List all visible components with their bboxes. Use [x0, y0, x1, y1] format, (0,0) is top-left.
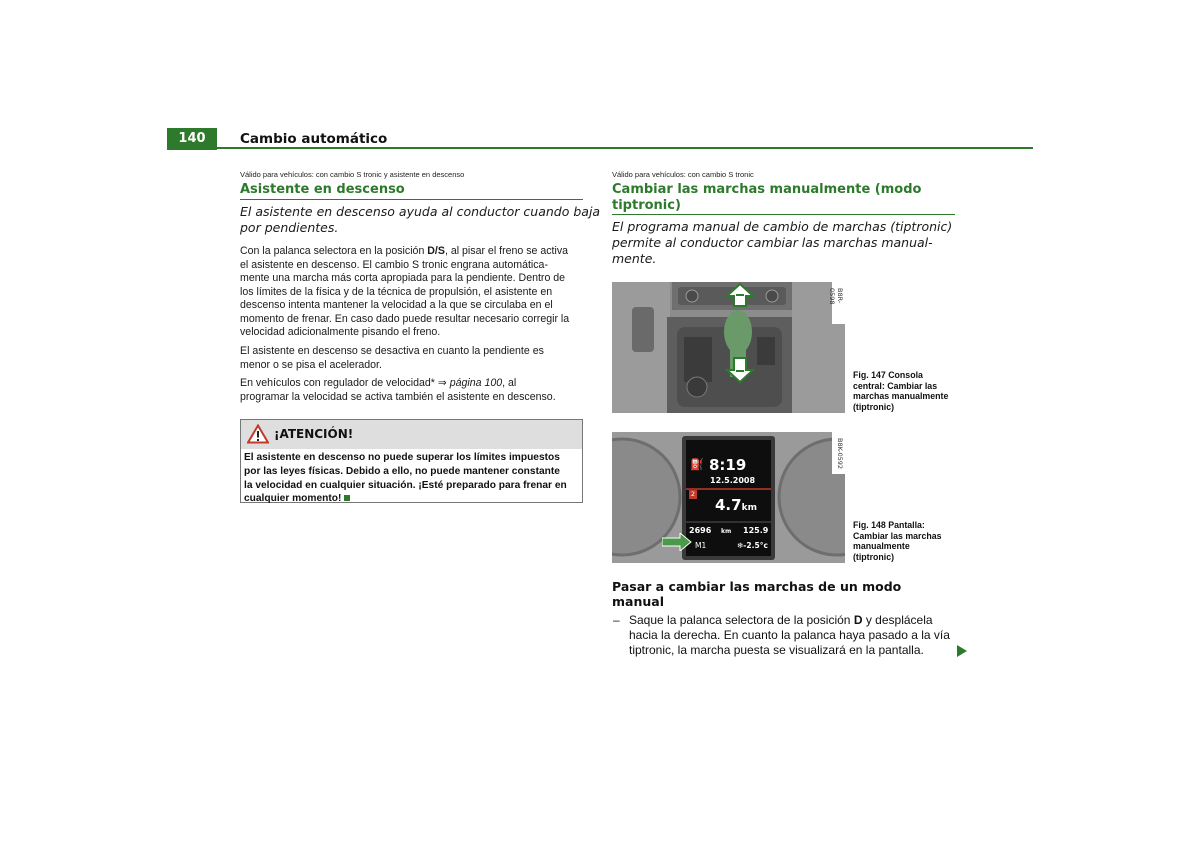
p1-line: los límites de la física y de la técnica de propulsión, el asistente en	[240, 285, 553, 298]
p1-line: velocidad adicionalmente pisando el freno.	[240, 326, 441, 338]
left-valid-for: Válido para vehículos: con cambio S tronic y asistente en descenso	[240, 170, 465, 179]
p1-line: el asistente en descenso. El cambio S tronic engrana automática-	[240, 258, 548, 271]
fig148-code: B8K-0592	[836, 438, 844, 470]
p1-line: descenso intenta mantener la velocidad a la que se circulaba en el	[240, 299, 553, 311]
left-intro-line-2: por pendientes.	[240, 220, 339, 235]
caption-line: central: Cambiar las	[853, 380, 938, 391]
right-section-title-line-2: tiptronic)	[612, 198, 681, 213]
header-rule	[167, 147, 1033, 149]
step-line: tiptronic, la marcha puesta se visualizará en la pantalla.	[629, 643, 924, 657]
page-reference-link[interactable]: página 100	[449, 377, 503, 389]
p1-line: momento de frenar. En caso dado puede resultar necesario corregir la	[240, 312, 570, 325]
warning-header	[241, 420, 582, 449]
warning-line: la velocidad en cualquier situación. ¡Esté preparado para frenar en	[244, 479, 567, 491]
green-arrow-icon	[662, 533, 692, 551]
caption-line: manualmente	[853, 541, 910, 552]
left-paragraph-2	[240, 345, 585, 372]
left-intro-line-1: El asistente en descenso ayuda al conductor cuando baja	[240, 204, 601, 219]
caption-line: Fig. 147 Consola	[853, 370, 923, 380]
page-number: 140	[167, 128, 217, 150]
left-paragraph-3	[240, 377, 585, 404]
right-section-title-line-1: Cambiar las marchas manualmente (modo	[612, 182, 922, 197]
step-text	[629, 613, 959, 658]
caption-line: Fig. 148 Pantalla:	[853, 520, 925, 530]
p2-line: El asistente en descenso se desactiva en cuanto la pendiente es	[240, 345, 544, 357]
display-odometer-unit: km	[721, 528, 732, 535]
fuel-pump-icon: ⛽	[690, 458, 704, 471]
caption-line: (tiptronic)	[853, 551, 895, 562]
step-line: Saque la palanca selectora de la posición D y desplácela	[629, 613, 933, 627]
warning-triangle-icon	[247, 424, 269, 444]
continue-arrow-icon	[957, 645, 967, 657]
caption-line: marchas manualmente	[853, 391, 949, 402]
end-marker-icon	[344, 495, 350, 501]
warning-line: El asistente en descenso no puede superar los límites impuestos	[244, 452, 560, 463]
warning-box	[240, 419, 583, 503]
warning-line: por las leyes físicas. Debido a ello, no puede mantener constante	[244, 465, 560, 477]
display-badge: 2	[690, 490, 696, 498]
caption-line: (tiptronic)	[853, 401, 895, 412]
p3-line: En vehículos con regulador de velocidad* ⇒ página 100, al	[240, 377, 517, 389]
figure-148-display-image	[612, 432, 845, 563]
console-illustration	[612, 282, 845, 413]
right-section-rule	[612, 214, 955, 215]
p3-line: programar la velocidad se activa también el asistente en descenso.	[240, 390, 556, 403]
left-section-title: Asistente en descenso	[240, 182, 405, 197]
display-temperature: ❄-2.5°c	[737, 541, 768, 550]
display-odometer: 2696	[689, 526, 712, 535]
step-line: hacia la derecha. En cuanto la palanca haya pasado a la vía	[629, 628, 950, 642]
right-intro-line-3: mente.	[612, 251, 657, 266]
caption-line: Cambiar las marchas	[853, 530, 942, 541]
right-valid-for: Válido para vehículos: con cambio S tronic	[612, 170, 754, 179]
p2-line: menor o se pisa el acelerador.	[240, 358, 382, 371]
right-intro-line-2: permite al conductor cambiar las marchas manual-	[612, 235, 933, 250]
figure-148-caption	[853, 520, 942, 562]
subheading-line-2: manual	[612, 594, 664, 609]
step-dash: –	[613, 613, 620, 627]
subheading-line-1: Pasar a cambiar las marchas de un modo	[612, 579, 902, 594]
p1-line: Con la palanca selectora en la posición D/S, al pisar el freno se activa	[240, 245, 569, 257]
warning-title: ¡ATENCIÓN!	[274, 427, 354, 441]
fig147-code: B8R-0598	[828, 288, 844, 305]
display-consumption: 4.7km	[715, 496, 757, 514]
left-paragraph-1	[240, 245, 585, 340]
display-time: 8:19	[709, 456, 747, 474]
figure-147-console-image	[612, 282, 845, 413]
right-intro-line-1: El programa manual de cambio de marchas (tiptronic)	[612, 219, 953, 234]
chapter-title: Cambio automático	[240, 131, 388, 147]
display-date: 12.5.2008	[710, 476, 756, 485]
left-section-rule	[240, 199, 583, 200]
figure-147-caption	[853, 370, 948, 412]
warning-text	[244, 451, 580, 506]
display-gear: M1	[695, 541, 707, 550]
warning-line: cualquier momento!	[244, 492, 580, 506]
p1-line: mente una marcha más corta apropiada para la pendiente. Dentro de	[240, 272, 566, 284]
display-trip: 125.9	[743, 526, 769, 535]
